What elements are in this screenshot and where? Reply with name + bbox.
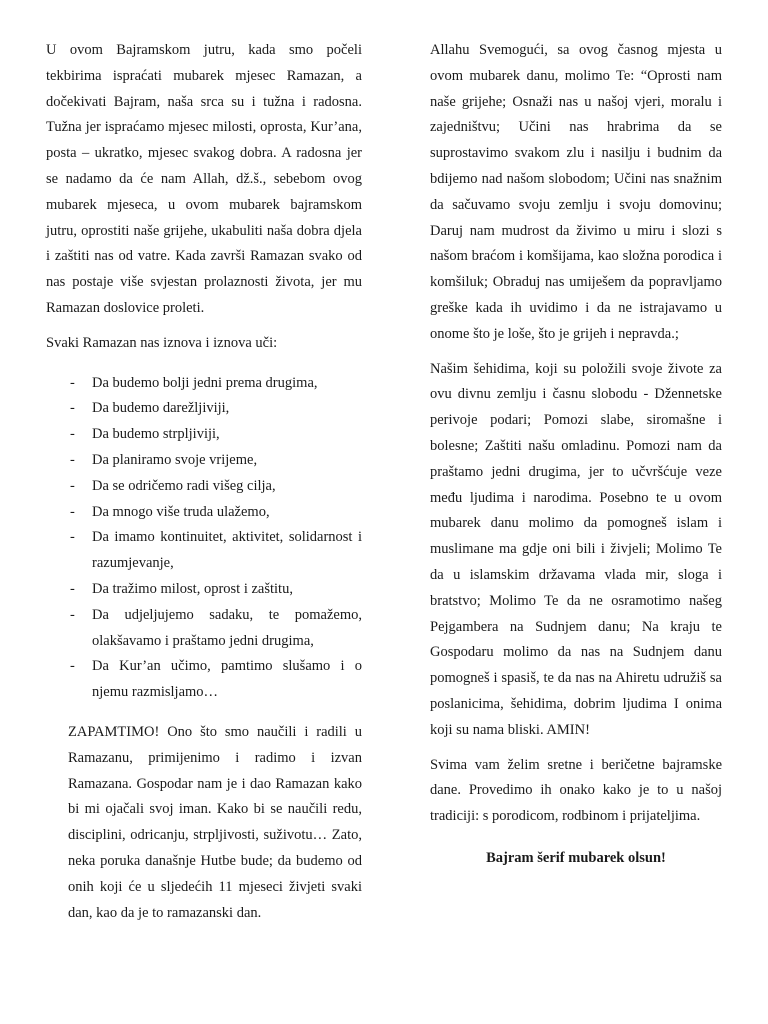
list-item: - Da budemo strpljiviji, xyxy=(46,422,362,448)
left-column xyxy=(46,38,362,926)
dash-bullet: - xyxy=(70,606,75,623)
wishes-paragraph: Svima vam želim sretne i beričetne bajramske dane. Provedimo ih onako kako je to u našoj tradiciji: s porodicom, rodbinom i prijateljima. xyxy=(430,756,722,825)
dash-bullet: - xyxy=(70,426,75,443)
list-item: - Da mnogo više truda ulažemo, xyxy=(46,500,362,526)
dash-bullet: - xyxy=(70,529,75,546)
prayer-paragraph: Allahu Svemogući, sa ovog časnog mjesta u ovom mubarek danu, molimo Te: “Oprosti nam naše grijehe; Osnaži nas u našoj vjeri, moralu i zajedništvu; Učini nas hrabrima da se suprostavimo svakom zlu i nasilju i budnim da bdijemo nad našom slobodom; Učini nas snažnim da sačuvamo svoju zemlju i svoju domovinu; Daruj nam mudrost da živimo u miru i slozi s našom braćom i komšijama, kao složna porodica i komšiluk; Obraduj nas umiješem da popravljamo greške kada ih uvidimo i da ne istrajavamo u onome što je loše, što je grijeh i nepravda.; xyxy=(430,42,722,342)
list-item: - Da budemo darežljiviji, xyxy=(46,396,362,422)
dash-bullet: - xyxy=(70,477,75,494)
list-item: - Da planiramo svoje vrijeme, xyxy=(46,448,362,474)
list-item: - Da se odričemo radi višeg cilja, xyxy=(46,474,362,500)
right-column xyxy=(430,38,722,872)
list-item: - Da imamo kontinuitet, aktivitet, solidarnost i razumjevanje, xyxy=(46,525,362,577)
dash-bullet: - xyxy=(70,400,75,417)
closing-greeting: Bajram šerif mubarek olsun! xyxy=(486,849,666,866)
martyrs-paragraph: Našim šehidima, koji su položili svoje živote za ovu divnu zemlju i časnu slobodu - Džennetske perivoje podari; Pomozi slabe, siromašne i bolesne; Zaštiti našu omladinu. Pomozi nam da praštamo jedni drugima, jer to učvršćuje veze među ljudima i narodima. Posebno te u ovom mubarek danu molimo da pomogneš islam i muslimane ma gdje oni bili i živjeli; Molimo Te da u islamskim državama vlada mir, sloga i bratstvo; Molimo Te da ne osramotimo našeg Pejgambera na Sudnjem danu; Na kraju te Gospodaru molimo da nas na Sudnjem danu pomogneš i spasiš, te da nas na Ahiretu udružiš sa poslanicima, šehidima, dobrim ljudima I onima koji su nama bliski. AMIN! xyxy=(430,360,722,738)
list-item: - Da budemo bolji jedni prema drugima, xyxy=(46,371,362,397)
remember-paragraph: ZAPAMTIMO! Ono što smo naučili i radili u Ramazanu, primijenimo i radimo i izvan Ramazana. Gospodar nam je i dao Ramazan kako bi mi ojačali svoj iman. Kako bi se naučili redu, disciplini, odricanju, strpljivosti, suživotu… Zato, neka poruka današnje Hutbe bude; da budemo od onih koji će u sljedećih 11 mjeseci živjeti svaki dan, kao da je to ramazanski dan. xyxy=(68,723,362,921)
dash-bullet: - xyxy=(70,451,75,468)
dash-bullet: - xyxy=(70,658,75,675)
dash-bullet: - xyxy=(70,374,75,391)
list-item: - Da tražimo milost, oprost i zaštitu, xyxy=(46,577,362,603)
list-item: - Da Kur’an učimo, pamtimo slušamo i o njemu razmisljamo… xyxy=(46,654,362,706)
lessons-list xyxy=(46,371,362,706)
intro-paragraph: U ovom Bajramskom jutru, kada smo počeli tekbirima ispraćati mubarek mjesec Ramazan, a dočekivati Bajram, naša srca su i tužna i radosna. Tužna jer ispraćamo mjesec milosti, oprosta, Kur’ana, posta – ukratko, mjesec svakog dobra. A radosna jer se nadamo da će nam Allah, dž.š., sebebom ovog mubarek mjeseca, u ovom mubarek bajramskom jutru, oprostiti naše grijehe, ukabuliti naša dobra djela i zaštiti nas od vatre. Kada završi Ramazan svako od nas postaje više svjestan prolaznosti života, jer mu Ramazan doslovice proleti. xyxy=(46,42,362,316)
dash-bullet: - xyxy=(70,503,75,520)
dash-bullet: - xyxy=(70,580,75,597)
list-intro: Svaki Ramazan nas iznova i iznova uči: xyxy=(46,334,278,351)
list-item: - Da udjeljujemo sadaku, te pomažemo, olakšavamo i praštamo jedni drugima, xyxy=(46,603,362,655)
